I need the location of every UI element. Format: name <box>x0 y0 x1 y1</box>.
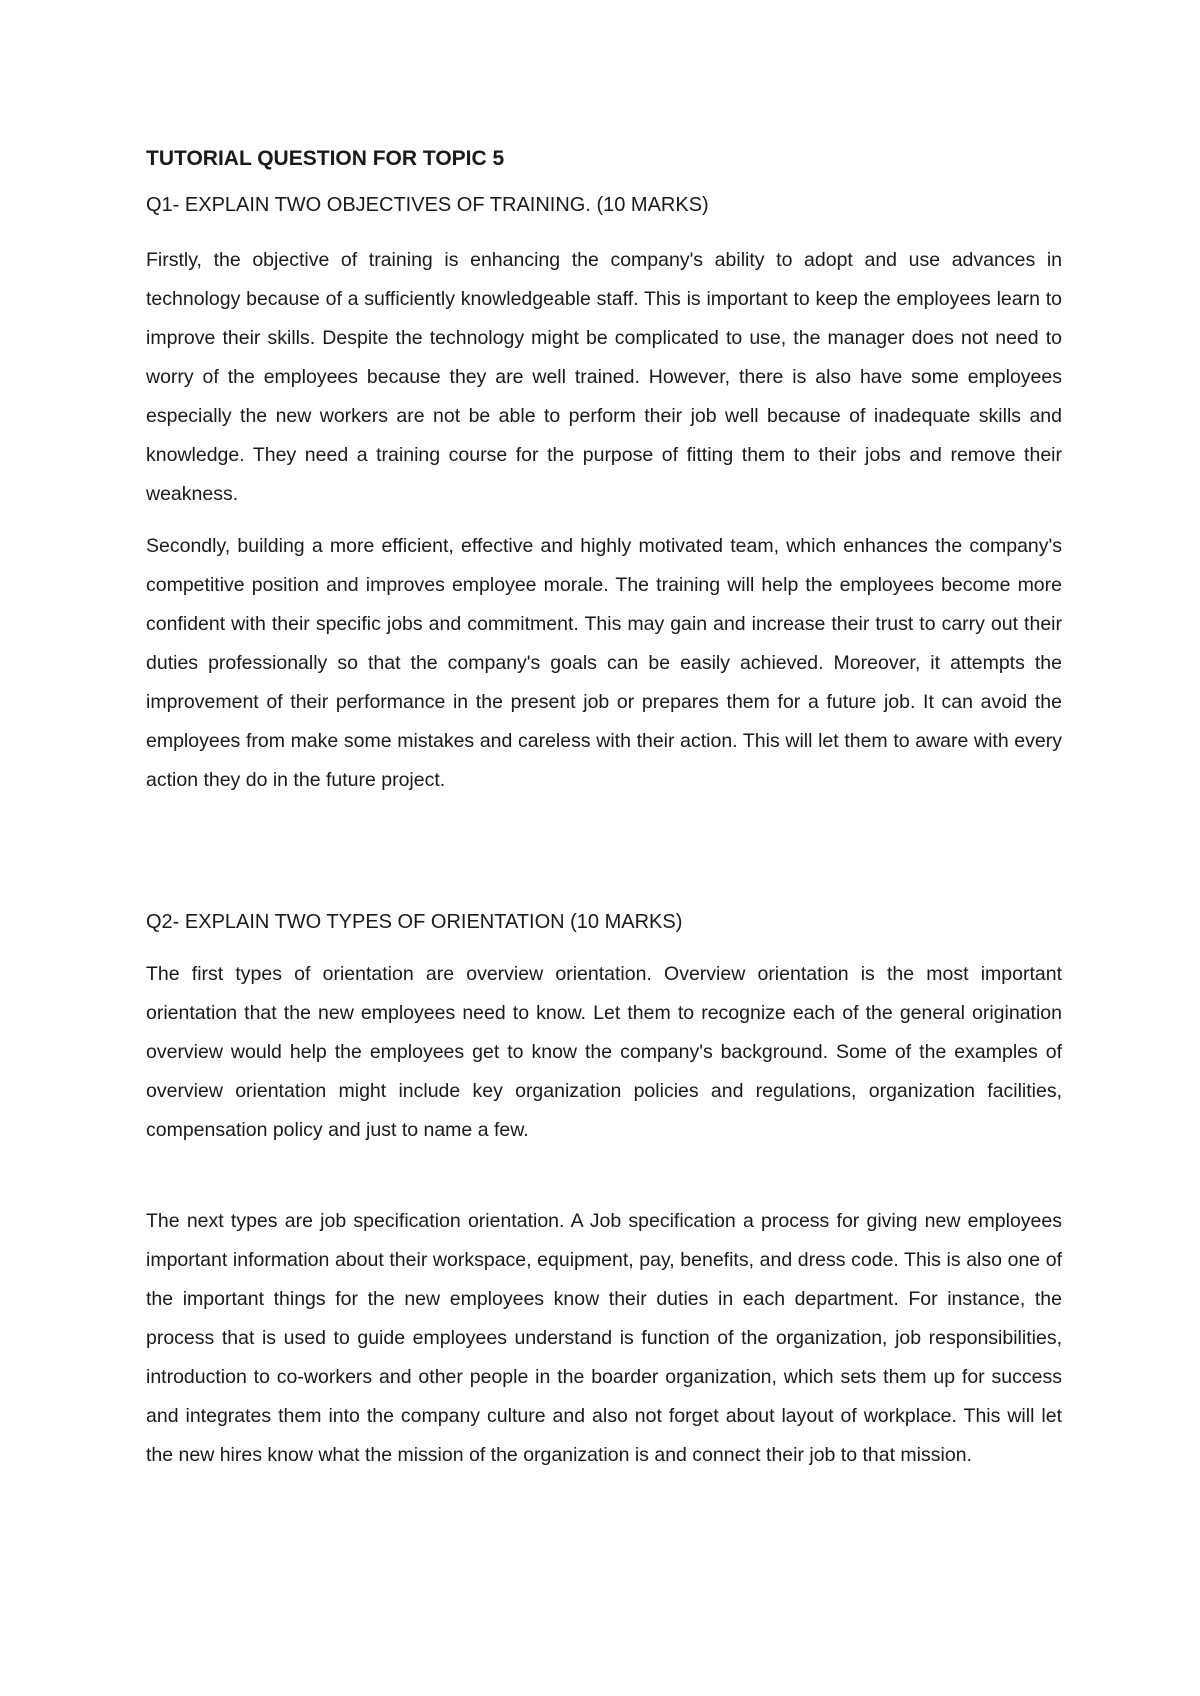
question-2-answer-paragraph-1: The first types of orientation are overview orientation. Overview orientation is the most important orientation that the new employees need to know. Let them to recognize each of the general origination overview would help the employees get to know the company's background. Some of the examples of overview orientation might include key organization policies and regulations, organization facilities, compensation policy and just to name a few. <box>146 963 1062 1141</box>
question-2-answer-paragraph-2: The next types are job specification orientation. A Job specification a process for giving new employees important information about their workspace, equipment, pay, benefits, and dress code. This is also one of the important things for the new employees know their duties in each department. For instance, the process that is used to guide employees understand is function of the organization, job responsibilities, introduction to co-workers and other people in the boarder organization, which sets them up for success and integrates them into the company culture and also not forget about layout of workplace. This will let the new hires know what the mission of the organization is and connect their job to that mission. <box>146 1210 1062 1466</box>
question-1-answer-paragraph-2: Secondly, building a more efficient, effective and highly motivated team, which enhances the company's competitive position and improves employee morale. The training will help the employees become more confident with their specific jobs and commitment. This may gain and increase their trust to carry out their duties professionally so that the company's goals can be easily achieved. Moreover, it attempts the improvement of their performance in the present job or prepares them for a future job. It can avoid the employees from make some mistakes and careless with their action. This will let them to aware with every action they do in the future project. <box>146 535 1062 791</box>
question-1-heading: Q1- EXPLAIN TWO OBJECTIVES OF TRAINING. (10 MARKS) <box>146 194 709 216</box>
question-1-answer-paragraph-1: Firstly, the objective of training is enhancing the company's ability to adopt and use advances in technology because of a sufficiently knowledgeable staff. This is important to keep the employees learn to improve their skills. Despite the technology might be complicated to use, the manager does not need to worry of the employees because they are well trained. However, there is also have some employees especially the new workers are not be able to perform their job well because of inadequate skills and knowledge. They need a training course for the purpose of fitting them to their jobs and remove their weakness. <box>146 249 1062 505</box>
question-2-heading: Q2- EXPLAIN TWO TYPES OF ORIENTATION (10 MARKS) <box>146 911 683 933</box>
document-title: TUTORIAL QUESTION FOR TOPIC 5 <box>146 147 505 170</box>
